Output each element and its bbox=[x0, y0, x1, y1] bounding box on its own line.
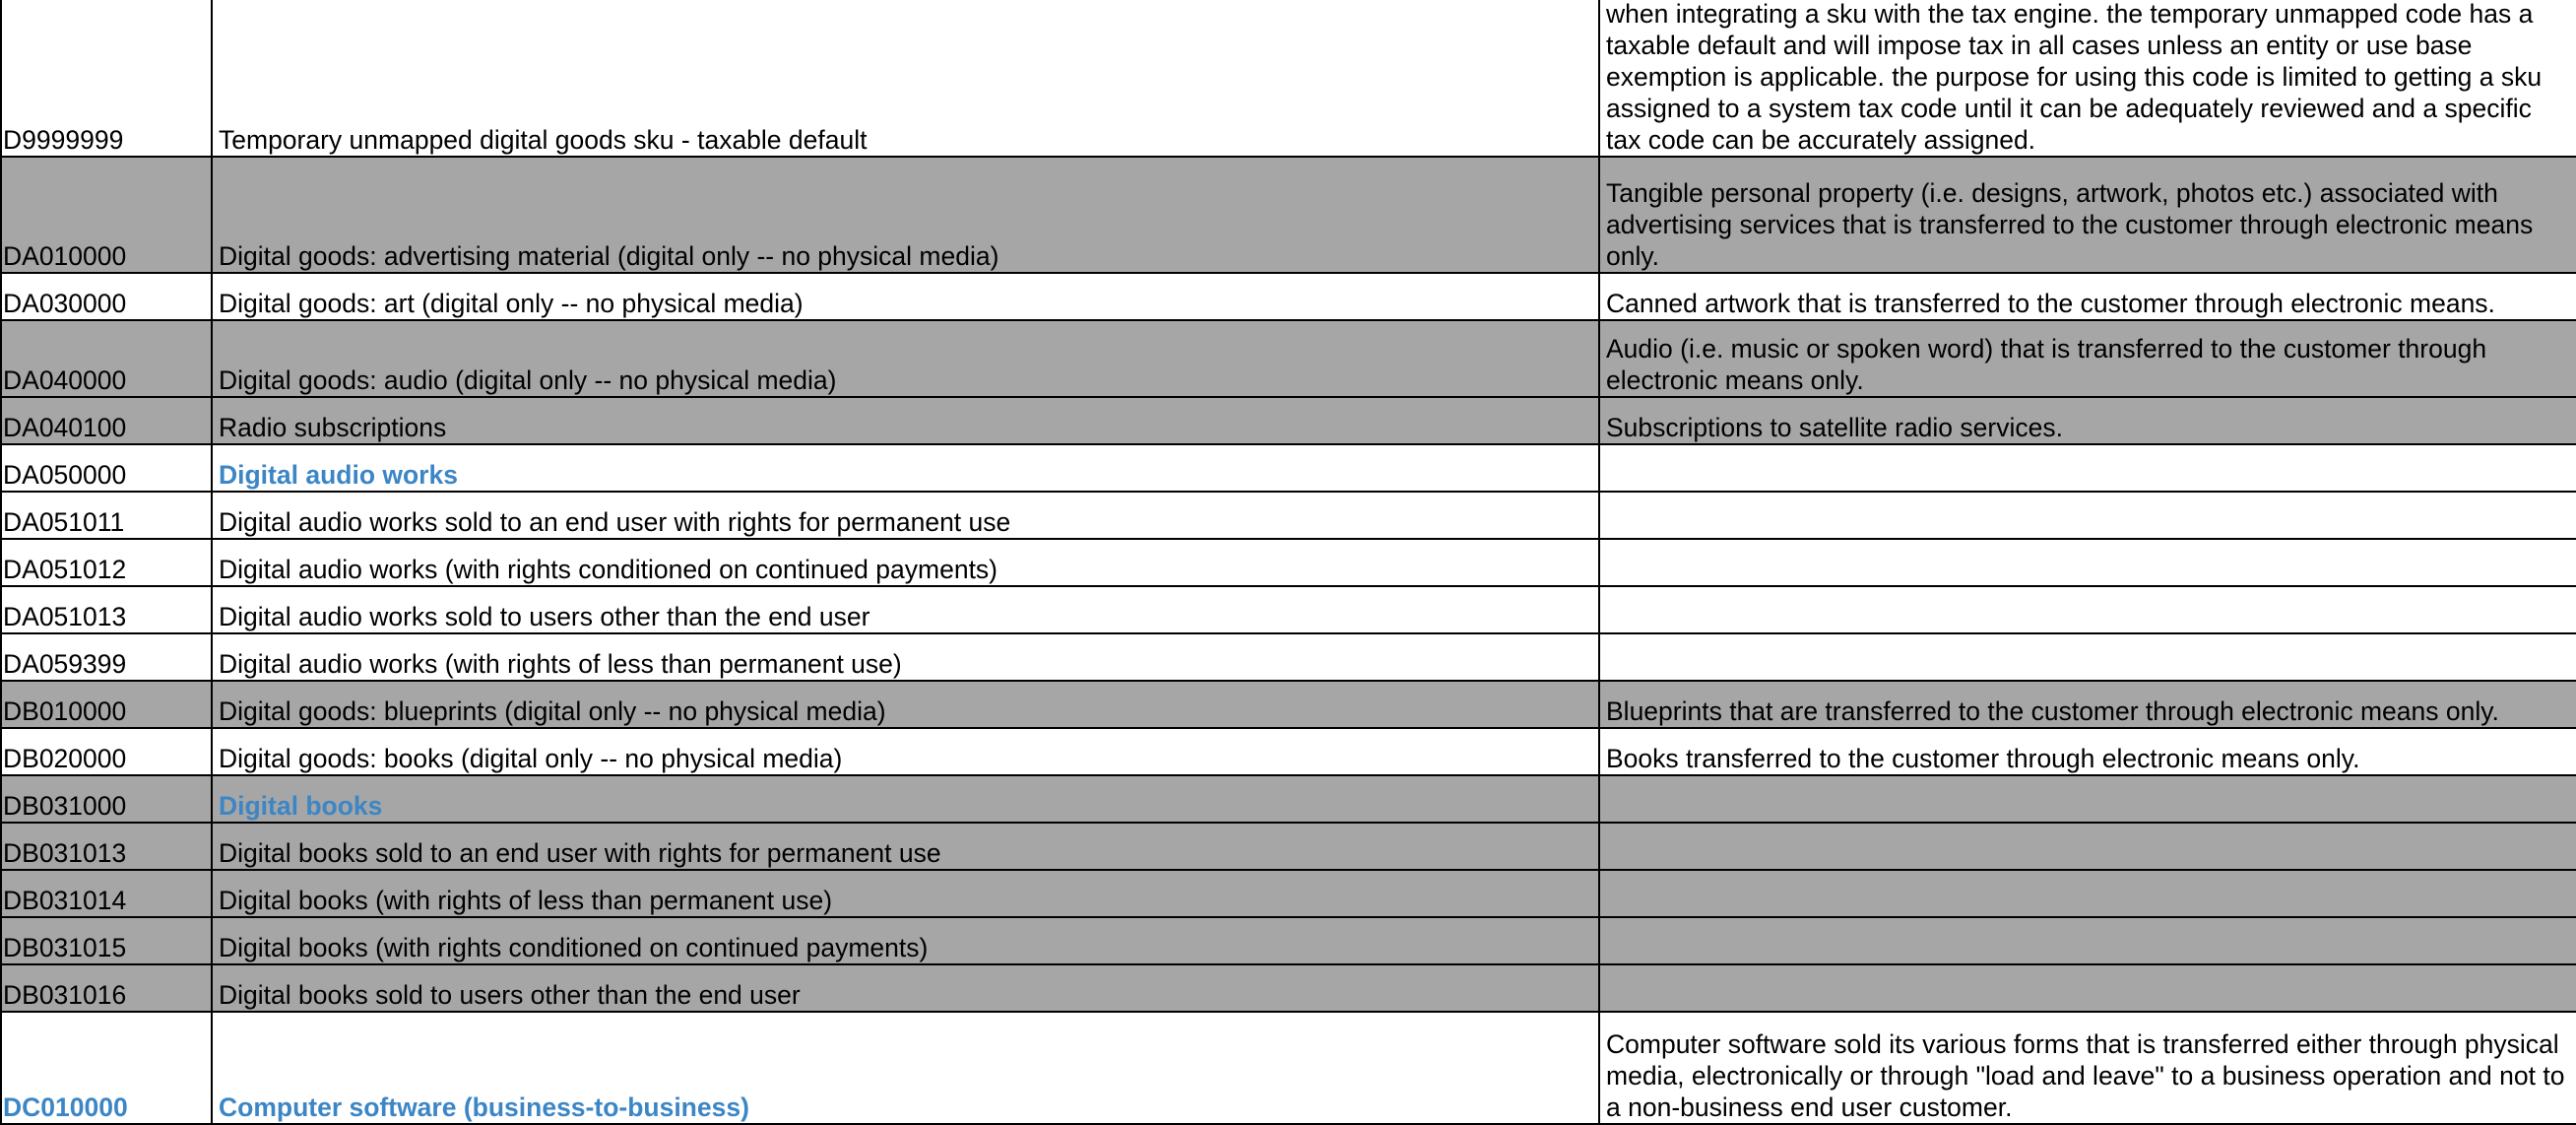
cell-tax-code-name[interactable]: Digital audio works (with rights conditioned on continued payments) bbox=[212, 539, 1599, 586]
cell-tax-code[interactable]: DA051013 bbox=[1, 586, 212, 633]
cell-tax-code-name[interactable]: Digital goods: advertising material (digital only -- no physical media) bbox=[212, 157, 1599, 273]
table-row[interactable] bbox=[1, 397, 2576, 444]
cell-tax-code-description[interactable]: Tangible personal property (i.e. designs, artwork, photos etc.) associated with advertising services that is transferred to the customer through electronic means only. bbox=[1599, 157, 2576, 273]
cell-tax-code[interactable]: DB031016 bbox=[1, 964, 212, 1012]
cell-tax-code[interactable]: DA051011 bbox=[1, 492, 212, 539]
cell-tax-code[interactable]: DA050000 bbox=[1, 444, 212, 492]
table-row[interactable] bbox=[1, 273, 2576, 320]
cell-tax-code[interactable]: DB010000 bbox=[1, 681, 212, 728]
table-row[interactable] bbox=[1, 964, 2576, 1012]
table-row[interactable] bbox=[1, 1012, 2576, 1124]
cell-tax-code[interactable]: DB031013 bbox=[1, 823, 212, 870]
table-row[interactable] bbox=[1, 633, 2576, 681]
cell-tax-code-description[interactable]: Audio (i.e. music or spoken word) that is transferred to the customer through electronic means only. bbox=[1599, 320, 2576, 397]
cell-tax-code-description[interactable] bbox=[1599, 586, 2576, 633]
cell-tax-code-description[interactable]: when integrating a sku with the tax engine. the temporary unmapped code has a taxable default and will impose tax in all cases unless an entity or use base exemption is applicable. the purpose for using this code is limited to getting a sku assigned to a system tax code until it can be adequately reviewed and a specific tax code can be accurately assigned. bbox=[1599, 0, 2576, 157]
cell-tax-code-description[interactable] bbox=[1599, 633, 2576, 681]
cell-tax-code[interactable]: DA010000 bbox=[1, 157, 212, 273]
cell-tax-code-description[interactable] bbox=[1599, 492, 2576, 539]
cell-tax-code-name[interactable]: Digital audio works bbox=[212, 444, 1599, 492]
table-row[interactable] bbox=[1, 586, 2576, 633]
cell-tax-code-description[interactable] bbox=[1599, 444, 2576, 492]
cell-tax-code[interactable]: DB020000 bbox=[1, 728, 212, 775]
sheet-body bbox=[1, 0, 2576, 1124]
cell-tax-code[interactable]: DB031000 bbox=[1, 775, 212, 823]
table-row[interactable] bbox=[1, 775, 2576, 823]
cell-tax-code-description[interactable] bbox=[1599, 539, 2576, 586]
cell-tax-code-name[interactable]: Digital goods: art (digital only -- no physical media) bbox=[212, 273, 1599, 320]
cell-tax-code-name[interactable]: Temporary unmapped digital goods sku - taxable default bbox=[212, 0, 1599, 157]
table-row[interactable] bbox=[1, 157, 2576, 273]
cell-tax-code-name[interactable]: Computer software (business-to-business) bbox=[212, 1012, 1599, 1124]
table-row[interactable] bbox=[1, 917, 2576, 964]
cell-tax-code-description[interactable] bbox=[1599, 775, 2576, 823]
cell-tax-code[interactable]: DA040000 bbox=[1, 320, 212, 397]
table-row[interactable] bbox=[1, 870, 2576, 917]
cell-tax-code[interactable]: DB031014 bbox=[1, 870, 212, 917]
cell-tax-code[interactable]: DA059399 bbox=[1, 633, 212, 681]
table-row[interactable] bbox=[1, 681, 2576, 728]
cell-tax-code-name[interactable]: Digital goods: blueprints (digital only -- no physical media) bbox=[212, 681, 1599, 728]
table-row[interactable] bbox=[1, 492, 2576, 539]
table-row[interactable] bbox=[1, 444, 2576, 492]
cell-tax-code[interactable]: DC010000 bbox=[1, 1012, 212, 1124]
cell-tax-code-description[interactable] bbox=[1599, 964, 2576, 1012]
cell-tax-code-name[interactable]: Digital audio works sold to an end user with rights for permanent use bbox=[212, 492, 1599, 539]
table-row[interactable] bbox=[1, 320, 2576, 397]
cell-tax-code-name[interactable]: Radio subscriptions bbox=[212, 397, 1599, 444]
cell-tax-code[interactable]: DB031015 bbox=[1, 917, 212, 964]
cell-tax-code-description[interactable]: Canned artwork that is transferred to the customer through electronic means. bbox=[1599, 273, 2576, 320]
table-row[interactable] bbox=[1, 539, 2576, 586]
cell-tax-code-name[interactable]: Digital books (with rights of less than permanent use) bbox=[212, 870, 1599, 917]
cell-tax-code-description[interactable] bbox=[1599, 917, 2576, 964]
cell-tax-code-description[interactable] bbox=[1599, 823, 2576, 870]
cell-tax-code-name[interactable]: Digital goods: books (digital only -- no physical media) bbox=[212, 728, 1599, 775]
table-row[interactable] bbox=[1, 728, 2576, 775]
cell-tax-code-description[interactable]: Subscriptions to satellite radio services. bbox=[1599, 397, 2576, 444]
cell-tax-code-name[interactable]: Digital audio works (with rights of less than permanent use) bbox=[212, 633, 1599, 681]
cell-tax-code-name[interactable]: Digital goods: audio (digital only -- no physical media) bbox=[212, 320, 1599, 397]
cell-tax-code-name[interactable]: Digital books (with rights conditioned on continued payments) bbox=[212, 917, 1599, 964]
cell-tax-code-name[interactable]: Digital books sold to users other than the end user bbox=[212, 964, 1599, 1012]
cell-tax-code-name[interactable]: Digital books sold to an end user with rights for permanent use bbox=[212, 823, 1599, 870]
cell-tax-code-name[interactable]: Digital books bbox=[212, 775, 1599, 823]
cell-tax-code-description[interactable] bbox=[1599, 870, 2576, 917]
cell-tax-code-description[interactable]: Books transferred to the customer through electronic means only. bbox=[1599, 728, 2576, 775]
cell-tax-code[interactable]: DA040100 bbox=[1, 397, 212, 444]
table-row[interactable] bbox=[1, 0, 2576, 157]
cell-tax-code[interactable]: DA051012 bbox=[1, 539, 212, 586]
cell-tax-code[interactable]: D9999999 bbox=[1, 0, 212, 157]
cell-tax-code-description[interactable]: Blueprints that are transferred to the customer through electronic means only. bbox=[1599, 681, 2576, 728]
cell-tax-code-name[interactable]: Digital audio works sold to users other than the end user bbox=[212, 586, 1599, 633]
cell-tax-code[interactable]: DA030000 bbox=[1, 273, 212, 320]
table-row[interactable] bbox=[1, 823, 2576, 870]
cell-tax-code-description[interactable]: Computer software sold its various forms that is transferred either through physical media, electronically or through "load and leave" to a business operation and not to a non-business end user customer. bbox=[1599, 1012, 2576, 1124]
